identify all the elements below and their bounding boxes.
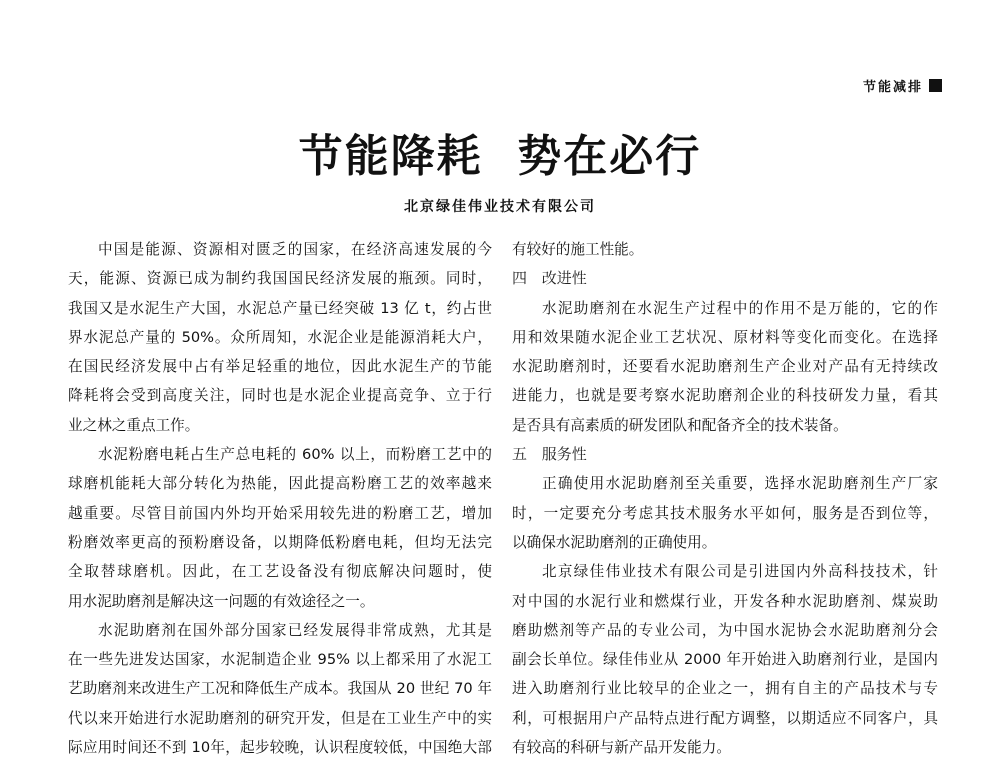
text-line: 球磨机能耗大部分转化为热能，因此提高粉磨工艺的效率越来 — [68, 475, 492, 493]
text-line: 时，一定要充分考虑其技术服务水平如何，服务是否到位等， — [512, 504, 938, 522]
text-line: 水泥助磨剂在国外部分国家已经发展得非常成熟，尤其是 — [98, 621, 492, 639]
text-line: 进入助磨剂行业比较早的企业之一，拥有自主的产品技术与专 — [512, 680, 938, 698]
left-column — [68, 235, 492, 762]
section-heading: 五 服务性 — [512, 445, 587, 464]
text-line: 在国民经济发展中占有举足轻重的地位，因此水泥生产的节能 — [68, 358, 492, 376]
article-title: 节能降耗 势在必行 — [298, 131, 702, 182]
text-line: 用和效果随水泥企业工艺状况、原材料等变化而变化。在选择 — [512, 328, 938, 346]
text-line: 全取替球磨机。因此，在工艺设备没有彻底解决问题时，使 — [68, 563, 492, 581]
text-line: 降耗将会受到高度关注，同时也是水泥企业提高竞争、立于行 — [68, 387, 492, 405]
text-line: 磨助燃剂等产品的专业公司，为中国水泥协会水泥助磨剂分会 — [512, 621, 938, 639]
article-author: 北京绿佳伟业技术有限公司 — [404, 199, 596, 215]
text-line: 北京绿佳伟业技术有限公司是引进国内外高科技技术，针 — [542, 563, 938, 581]
text-line: 艺助磨剂来改进生产工况和降低生产成本。我国从 20 世纪 70 年 — [68, 680, 492, 698]
text-line: 有较高的科研与新产品开发能力。 — [512, 739, 731, 757]
text-line: 进能力，也就是要考察水泥助磨剂企业的科技研发力量，看其 — [512, 387, 938, 405]
text-line: 界水泥总产量的 50%。众所周知，水泥企业是能源消耗大户， — [68, 328, 492, 346]
text-line: 我国又是水泥生产大国，水泥总产量已经突破 13 亿 t，约占世 — [68, 299, 492, 317]
text-line: 用水泥助磨剂是解决这一问题的有效途径之一。 — [68, 592, 375, 610]
text-line: 利，可根据用户产品特点进行配方调整，以期适应不同客户，具 — [512, 709, 938, 727]
text-line: 粉磨效率更高的预粉磨设备，以期降低粉磨电耗，但均无法完 — [68, 533, 492, 551]
text-line: 代以来开始进行水泥助磨剂的研究开发，但是在工业生产中的实 — [68, 709, 492, 727]
text-line: 以确保水泥助磨剂的正确使用。 — [512, 533, 717, 551]
text-line: 有较好的施工性能。 — [512, 241, 644, 258]
text-line: 越重要。尽管目前国内外均开始采用较先进的粉磨工艺，增加 — [68, 504, 492, 522]
text-line: 天，能源、资源已成为制约我国国民经济发展的瓶颈。同时， — [68, 270, 492, 288]
text-line: 对中国的水泥行业和燃煤行业，开发各种水泥助磨剂、煤炭助 — [512, 592, 938, 610]
text-line: 在一些先进发达国家，水泥制造企业 95% 以上都采用了水泥工 — [68, 651, 492, 669]
square-marker-icon — [929, 79, 942, 92]
section-tag — [863, 76, 942, 95]
section-tag-label: 节能减排 — [862, 80, 923, 95]
text-line: 是否具有高素质的研发团队和配备齐全的技术装备。 — [512, 416, 848, 434]
text-line: 水泥助磨剂时，还要看水泥助磨剂生产企业对产品有无持续改 — [512, 358, 938, 376]
text-line: 际应用时间还不到 10年，起步较晚，认识程度较低，中国绝大部 — [68, 739, 492, 757]
right-column — [512, 235, 938, 762]
text-line: 正确使用水泥助磨剂至关重要，选择水泥助磨剂生产厂家 — [542, 475, 938, 493]
text-line: 副会长单位。绿佳伟业从 2000 年开始进入助磨剂行业，是国内 — [512, 651, 938, 669]
text-line: 水泥粉磨电耗占生产总电耗的 60% 以上，而粉磨工艺中的 — [98, 446, 492, 464]
text-line: 业之林之重点工作。 — [68, 416, 200, 434]
text-line: 中国是能源、资源相对匮乏的国家，在经济高速发展的今 — [98, 241, 492, 258]
text-line: 水泥助磨剂在水泥生产过程中的作用不是万能的，它的作 — [542, 299, 938, 317]
section-heading: 四 改进性 — [512, 269, 587, 288]
